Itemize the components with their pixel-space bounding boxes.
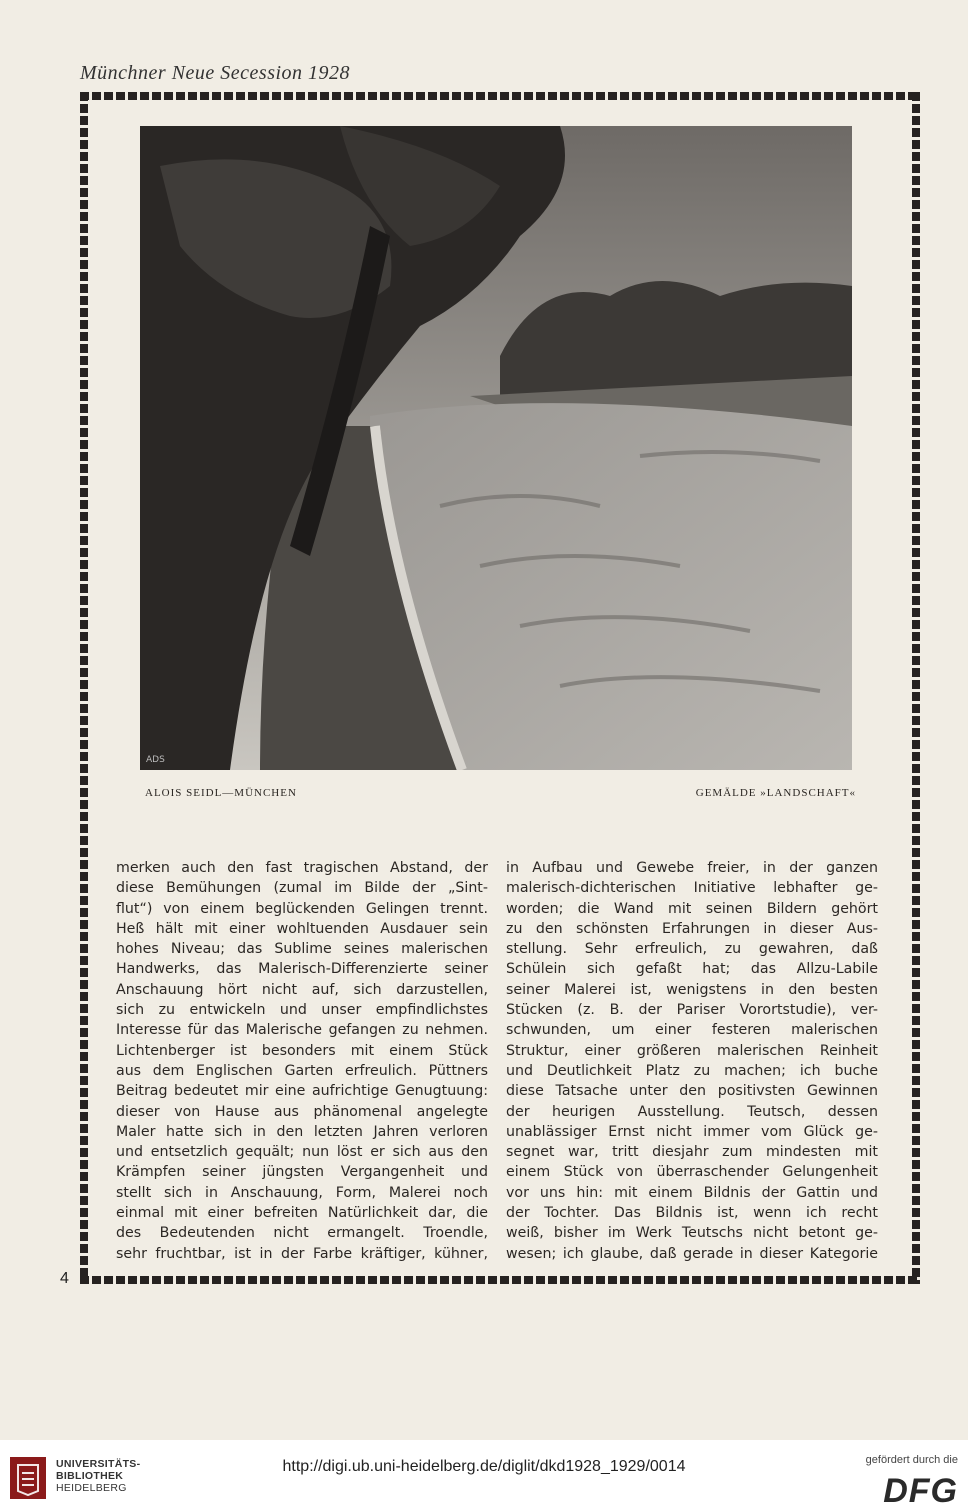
text-line: aus dem Englischen Garten erfreulich. Püttners: [116, 1062, 488, 1079]
text-line: malerisch-dichterischen Initiative lebhafter ge-: [506, 880, 878, 897]
text-line: weiß, bisher im Werk Teutschs nicht betont ge-: [506, 1225, 878, 1242]
text-line: unablässiger Ernst nicht immer vom Glück ge-: [506, 1123, 878, 1140]
text-line: segnet war, tritt diesjahr zum mindesten mit: [506, 1144, 878, 1161]
text-line: dieser von Hause aus phänomenal angelegte: [116, 1103, 488, 1120]
landscape-painting: [140, 126, 852, 770]
text-line: stellt sich in Anschauung, Form, Malerei noch: [116, 1184, 488, 1201]
caption-artist: ALOIS SEIDL—MÜNCHEN: [145, 787, 297, 799]
text-line: diese Bemühungen (zumal im Bilde der „Sint-: [116, 880, 488, 897]
text-line: sich zu entwickeln und unser empfindlichstes: [116, 1002, 488, 1019]
text-line: hohes Niveau; das Sublime seines malerischen: [116, 941, 488, 958]
text-line: Schülein sich gefaßt hat; das Allzu-Labile: [506, 961, 878, 978]
text-line: Lichtenberger ist besonders mit einem Stück: [116, 1042, 488, 1059]
border-bottom: [80, 1276, 920, 1284]
text-line: in Aufbau und Gewebe freier, in der ganzen: [506, 860, 878, 876]
caption-title: GEMÄLDE »LANDSCHAFT«: [695, 787, 856, 799]
text-line: Heß hält mit einer wohltuenden Ausdauer sein: [116, 920, 488, 937]
text-line: Krämpfen seiner jüngsten Vergangenheit und: [116, 1164, 488, 1181]
text-line: seiner Malerei ist, wenigstens in den besten: [506, 981, 878, 998]
border-top: [80, 92, 920, 100]
text-line: und Deutlichkeit Platz zu machen; ich buche: [506, 1062, 878, 1079]
funded-by-label: gefördert durch die: [865, 1454, 958, 1466]
text-line: flut“) von einem beglückenden Gelingen trennt.: [116, 900, 488, 917]
text-line: der Tochter. Das Bildnis ist, wenn ich recht: [506, 1205, 878, 1222]
institution-line: HEIDELBERG: [56, 1482, 127, 1494]
text-line: sehr fruchtbar, ist in der Farbe kräftiger, kühner,: [116, 1245, 488, 1262]
text-line: diese Tatsache unter den positivsten Gewinnen: [506, 1083, 878, 1100]
text-line: Handwerks, das Malerisch-Differenzierte seiner: [116, 961, 488, 978]
institution-line: UNIVERSITÄTS-: [56, 1458, 141, 1470]
text-column-right: [506, 858, 878, 1264]
text-line: worden; die Wand mit seinen Bildern gehört: [506, 900, 878, 917]
text-line: Struktur, einer größeren malerischen Reinheit: [506, 1042, 878, 1059]
text-line: Interesse für das Malerische gefangen zu nehmen.: [116, 1022, 488, 1039]
text-line: einem Stück von überraschender Gelungenheit: [506, 1164, 878, 1181]
source-url-link[interactable]: http://digi.ub.uni-heidelberg.de/diglit/dkd1928_1929/0014: [282, 1458, 686, 1475]
institution-line: BIBLIOTHEK: [56, 1470, 124, 1482]
text-line: merken auch den fast tragischen Abstand, der: [116, 860, 488, 876]
text-line: Maler hatte sich in den letzten Jahren verloren: [116, 1123, 488, 1140]
text-line: vor uns hin: mit einem Bildnis der Gattin und: [506, 1184, 878, 1201]
text-line: wesen; ich glaube, daß gerade in dieser Kategorie: [506, 1245, 878, 1262]
page-number: 4: [60, 1270, 69, 1287]
text-column-left: [116, 858, 488, 1264]
text-line: Beitrag bedeutet mir eine aufrichtige Genugtuung:: [116, 1083, 488, 1100]
text-line: der heurigen Ausstellung. Teutsch, dessen: [506, 1103, 878, 1120]
text-line: des Bedeutenden nicht ermangelt. Troendle,: [116, 1225, 488, 1242]
running-header: Münchner Neue Secession 1928: [80, 62, 351, 84]
svg-text:ADS: ADS: [146, 755, 165, 765]
dfg-logo[interactable]: DFG: [883, 1472, 958, 1510]
text-line: zu den schönsten Erfahrungen in dieser Aus-: [506, 920, 878, 937]
text-line: schwunden, um einer festeren malerischen: [506, 1022, 878, 1039]
painting-illustration: [140, 126, 852, 770]
text-line: Stücken (z. B. der Pariser Vorortstudie), ver-: [506, 1002, 878, 1019]
border-left: [80, 92, 88, 1284]
text-line: stellung. Sehr erfreulich, zu gewahren, daß: [506, 941, 878, 958]
text-line: einmal mit einer befreiten Natürlichkeit dar, die: [116, 1205, 488, 1222]
text-line: Anschauung hört nicht auf, sich darzustellen,: [116, 981, 488, 998]
footer-bar: [0, 1440, 968, 1512]
text-line: und entsetzlich gequält; nun löst er sich aus den: [116, 1144, 488, 1161]
border-right: [912, 92, 920, 1284]
